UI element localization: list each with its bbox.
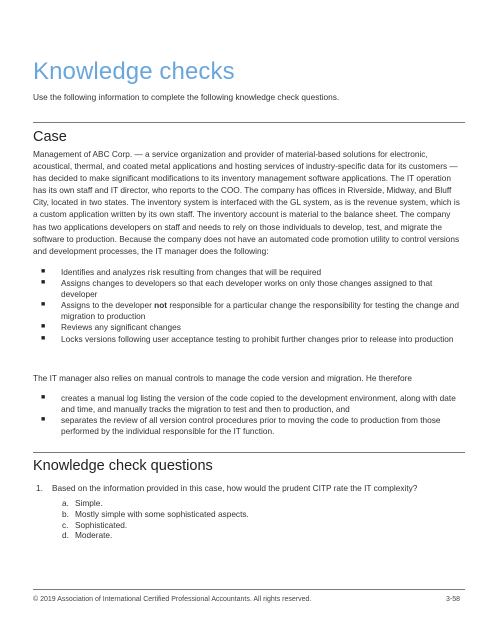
answer-option-a[interactable]: a. Simple.: [62, 498, 103, 508]
list-item: ■ Locks versions following user acceptance testing to prohibit further changes prior to release into production: [41, 333, 454, 344]
question-1: [33, 483, 473, 493]
intro-text: Use the following information to complete the following knowledge check questions.: [33, 92, 340, 102]
manual-controls-list: [33, 393, 465, 438]
square-bullet-icon: ■: [41, 416, 46, 424]
list-item: ■ Assigns to the developer not responsible for a particular change the responsibility for testing the change and migration to production: [41, 300, 460, 321]
question-number: 1.: [36, 483, 43, 493]
page-title: Knowledge checks: [33, 58, 235, 85]
list-item: ■ Reviews any significant changes: [41, 322, 181, 333]
page-number: 3-58: [445, 596, 460, 603]
case-paragraph-2: The IT manager also relies on manual controls to manage the code version and migration. He therefore: [33, 373, 412, 383]
case-paragraph: Management of ABC Corp. — a service organization and provider of material-based solutions for electronic, acoustical, thermal, and coated metal applications and hosting services of industry-specific data for its customers — has decided to make significant modifications to its inventory management software applications. The IT operation has its own staff and IT director, who reports to the COO. The company has offices in Riverside, Midway, and Bluff City, located in two states. The inventory system is interfaced with the GL system, as is the revenue system, which is a custom application written by its own staff. The inventory account is material to the balance sheet. The company has two applications developers on staff and needs to rely on those individuals to develop, test, and migrate the software to production. Because the company does not have an automated code promotion utility to control versions and development processes, the IT manager does the following:: [33, 149, 460, 256]
square-bullet-icon: ■: [41, 279, 46, 287]
square-bullet-icon: ■: [41, 323, 46, 331]
questions-divider: [33, 452, 465, 453]
list-item: ■ creates a manual log listing the version of the code copied to the development environment, along with date and time, and manually tracks the migration to test and then to production, and: [41, 393, 456, 414]
list-item: ■ Identifies and analyzes risk resulting from changes that will be required: [41, 267, 322, 277]
answer-option-b[interactable]: b. Mostly simple with some sophisticated aspects.: [62, 508, 249, 519]
case-bullet-list: [33, 267, 465, 345]
list-item: ■ separates the review of all version control procedures prior to moving the code to production from those performed by the individual responsible for the IT function.: [41, 415, 441, 437]
case-divider: [33, 122, 465, 123]
square-bullet-icon: ■: [41, 268, 46, 275]
question-text: Based on the information provided in this case, how would the prudent CITP rate the IT complexity?: [52, 483, 418, 493]
emphasis-not: not: [154, 300, 168, 311]
square-bullet-icon: ■: [41, 394, 46, 401]
answer-option-c[interactable]: c. Sophisticated.: [62, 519, 128, 530]
square-bullet-icon: ■: [41, 301, 46, 309]
square-bullet-icon: ■: [41, 334, 46, 342]
answer-option-d[interactable]: d. Moderate.: [62, 530, 113, 541]
footer-copyright: © 2019 Association of International Certified Professional Accountants. All rights reserved.: [33, 596, 312, 603]
case-heading: Case: [33, 129, 67, 145]
answer-options: [62, 498, 249, 541]
footer-divider: [33, 589, 465, 590]
questions-heading: Knowledge check questions: [33, 458, 213, 474]
list-item: ■ Assigns changes to developers so that each developer works on only those changes assigned to that developer: [41, 278, 433, 299]
